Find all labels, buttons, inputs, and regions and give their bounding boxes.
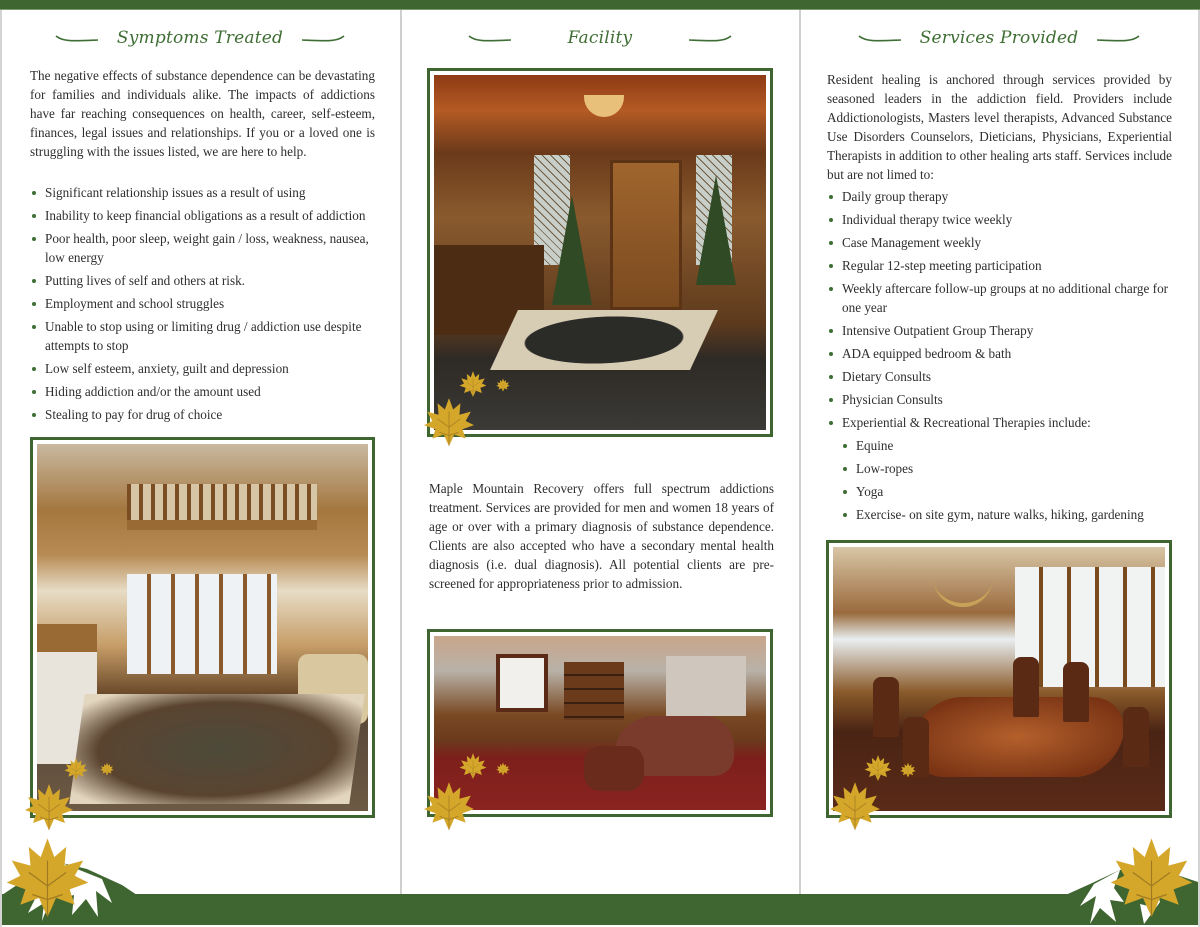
swash-right-ornament-icon [688,33,732,43]
swash-left-ornament-icon [858,33,902,43]
panel-title [800,28,1198,48]
maple-leaf-icon [455,752,491,780]
swash-right-ornament-icon [1096,33,1140,43]
sub-list-item: Low-ropes [827,459,1172,478]
list-item: Employment and school struggles [30,294,378,313]
symptoms-list [30,183,378,428]
list-item: Dietary Consults [827,367,1172,386]
list-item: Weekly aftercare follow-up groups at no additional charge for one year [827,279,1172,317]
list-item: Daily group therapy [827,187,1172,206]
maple-leaf-icon [860,754,896,782]
list-item: Experiential & Recreational Therapies include: [827,413,1172,432]
sub-list-item: Equine [827,436,1172,455]
maple-leaf-icon [455,370,491,398]
large-maple-leaf-icon [1104,835,1199,920]
list-item: Physician Consults [827,390,1172,409]
maple-leaf-icon [98,762,116,776]
list-item: Unable to stop using or limiting drug / addiction use despite attempts to stop [30,317,378,355]
list-item: Intensive Outpatient Group Therapy [827,321,1172,340]
list-item: Poor health, poor sleep, weight gain / loss, weakness, nausea, low energy [30,229,378,267]
facility-title: Facility [567,28,633,48]
sub-list-item: Exercise- on site gym, nature walks, hiking, gardening [827,505,1172,524]
list-item: Regular 12-step meeting participation [827,256,1172,275]
panel-title [0,28,400,48]
list-item: Significant relationship issues as a result of using [30,183,378,202]
list-item: Hiding addiction and/or the amount used [30,382,378,401]
swash-left-ornament-icon [55,33,99,43]
list-item: Stealing to pay for drug of choice [30,405,378,424]
maple-leaf-icon [898,762,918,778]
maple-leaf-icon [16,782,82,832]
services-list [827,187,1172,528]
living-room-photo [37,444,368,811]
list-item: ADA equipped bedroom & bath [827,344,1172,363]
symptoms-intro: The negative effects of substance dependence can be devastating for families and individuals alike. The impacts of addictions have far reaching consequences on health, career, self-esteem, finances, legal issues and relationships. If you or a loved one is struggling with the issues listed, we are here to help. [30,68,375,159]
list-item: Low self esteem, anxiety, guilt and depression [30,359,378,378]
services-intro: Resident healing is anchored through services provided by seasoned leaders in the addiction field. Providers include Addictionologists, Masters level therapists, Advanced Substance Use Disorders Counselors, Dieticians, Physicians, Experiential Therapists in addition to other healing arts staff. Services include but are not limed to: [827,72,1172,182]
services-title: Services Provided [919,28,1079,48]
facility-description: Maple Mountain Recovery offers full spectrum addictions treatment. Services are provided for men and women 18 years of age or over with a primary diagnosis of substance dependence. Clients are also accepted who have a secondary mental health diagnosis (i.e. dual diagnosis). All potential clients are pre-screened for appropriateness prior to admission. [429,481,774,591]
maple-leaf-icon [494,378,512,392]
maple-leaf-icon [820,780,890,832]
top-green-bar [0,0,1200,10]
list-item: Individual therapy twice weekly [827,210,1172,229]
panel-title [401,28,799,48]
large-maple-leaf-icon [0,835,95,920]
maple-leaf-icon [494,762,512,776]
symptoms-title: Symptoms Treated [116,28,284,48]
swash-left-ornament-icon [468,33,512,43]
maple-leaf-icon [414,780,484,832]
maple-leaf-icon [414,396,484,448]
swash-right-ornament-icon [301,33,345,43]
maple-leaf-icon [60,757,92,781]
list-item: Case Management weekly [827,233,1172,252]
sub-list-item: Yoga [827,482,1172,501]
list-item: Putting lives of self and others at risk. [30,271,378,290]
list-item: Inability to keep financial obligations as a result of addiction [30,206,378,225]
